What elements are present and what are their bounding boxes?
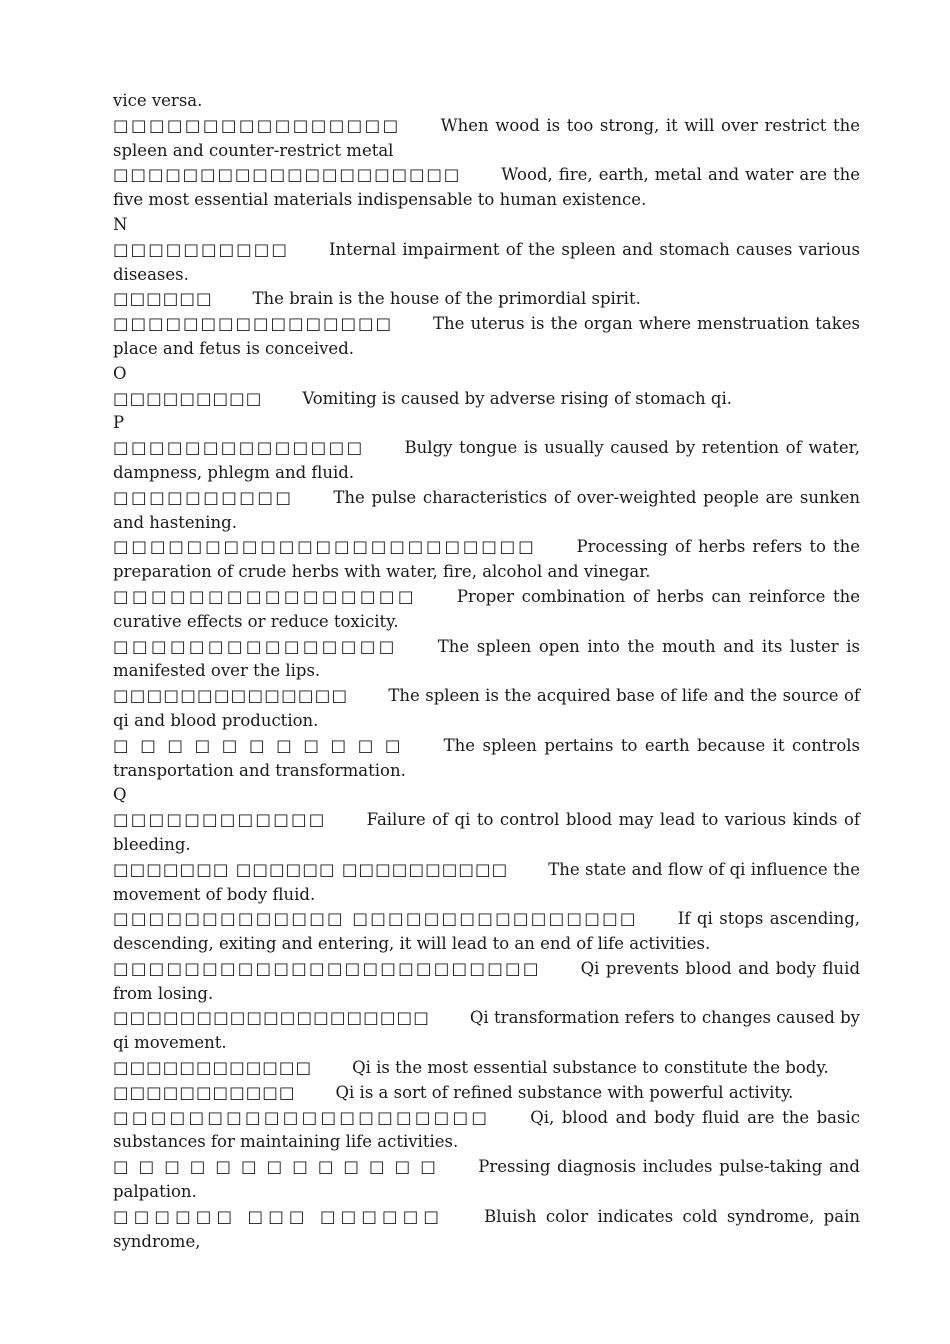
glossary-entry xyxy=(113,907,860,957)
glossary-entry xyxy=(113,734,860,784)
chinese-term: □□□□□□□□□□□□□□□□ xyxy=(113,586,417,606)
chinese-term: □□□□□□□□□□□□□□□□ xyxy=(113,314,394,334)
english-translation: The uterus is the organ where menstruation takes place and fetus is conceived. xyxy=(113,314,860,358)
english-translation: Qi is the most essential substance to constitute the body. xyxy=(352,1058,829,1078)
chinese-term: □□□□□□□□□□□ xyxy=(113,1082,296,1102)
document-page xyxy=(113,89,860,1254)
english-translation: Qi, blood and body fluid are the basic substances for maintaining life activities. xyxy=(113,1107,861,1152)
english-translation: Wood, fire, earth, metal and water are the five most essential materials indispensable to human existence. xyxy=(113,165,861,210)
glossary-entry xyxy=(113,808,860,858)
chinese-term: □□□□□□□□□□□□□□□□□□□□□□□□ xyxy=(113,958,541,978)
chinese-term: □□□□□□□□□ xyxy=(113,388,263,408)
glossary-entry xyxy=(113,287,860,312)
glossary-entry xyxy=(113,1205,860,1255)
glossary-entry xyxy=(113,486,860,536)
chinese-term: □□□□□□□□□□ xyxy=(113,239,289,259)
english-translation: Qi transformation refers to changes caused by qi movement. xyxy=(113,1008,860,1053)
chinese-term: □ □ □ □ □ □ □ □ □ □ □ xyxy=(113,735,404,755)
chinese-term: □□□□□□□□□□□□□□□□□□□ xyxy=(113,1008,430,1028)
english-translation: Processing of herbs refers to the preparation of crude herbs with water, fire, alcohol and vinegar. xyxy=(113,537,861,582)
english-translation: The pulse characteristics of over-weighted people are sunken and hastening. xyxy=(113,487,860,532)
section-letter: P xyxy=(113,413,125,433)
glossary-entry xyxy=(113,1006,860,1056)
glossary-entry xyxy=(113,114,860,164)
english-translation: Pressing diagnosis includes pulse-taking and palpation. xyxy=(113,1157,860,1202)
section-letter: N xyxy=(113,214,128,234)
english-translation: When wood is too strong, it will over restrict the spleen and counter-restrict metal xyxy=(113,115,860,160)
chinese-term: □□□□□□□□□□□□□□ xyxy=(113,686,349,706)
glossary-entry xyxy=(113,1155,860,1205)
chinese-term: □□□□□□ □□□ □□□□□□ xyxy=(113,1206,445,1226)
chinese-term: □□□□□□□ □□□□□□ □□□□□□□□□□ xyxy=(113,859,509,879)
chinese-term: □□□□□□ xyxy=(113,289,213,309)
glossary-entry xyxy=(113,312,860,362)
glossary-entry xyxy=(113,163,860,213)
english-translation: The spleen pertains to earth because it controls transportation and transformation. xyxy=(113,735,861,780)
english-translation: Bluish color indicates cold syndrome, pain syndrome, xyxy=(113,1206,860,1251)
chinese-term: □□□□□□□□□□□□□□□□□□□□□□□ xyxy=(113,537,537,557)
glossary-entry xyxy=(113,1056,860,1081)
glossary-entry xyxy=(113,535,860,585)
section-letter: O xyxy=(113,363,127,383)
glossary-entry xyxy=(113,436,860,486)
chinese-term: □□□□□□□□□□□□ xyxy=(113,1058,313,1078)
chinese-term: □□□□□□□□□□ xyxy=(113,487,294,507)
english-translation: The spleen open into the mouth and its luster is manifested over the lips. xyxy=(113,636,860,681)
chinese-term: □□□□□□□□□□□□□□ xyxy=(113,438,365,458)
glossary-entry xyxy=(113,238,860,288)
chinese-term: □□□□□□□□□□□□□ □□□□□□□□□□□□□□□□ xyxy=(113,909,638,929)
english-translation: Proper combination of herbs can reinforce the curative effects or reduce toxicity. xyxy=(113,586,861,631)
glossary-entry xyxy=(113,684,860,734)
chinese-term: □□□□□□□□□□□□□□□□ xyxy=(113,115,401,135)
chinese-term: □□□□□□□□□□□□ xyxy=(113,810,327,830)
english-translation: If qi stops ascending, descending, exiting and entering, it will lead to an end of life activities. xyxy=(113,909,860,954)
glossary-entry xyxy=(113,387,860,412)
chinese-term: □□□□□□□□□□□□□□□□□□□□ xyxy=(113,1107,491,1127)
glossary-entry xyxy=(113,858,860,908)
glossary-entry xyxy=(113,585,860,635)
english-translation: The state and flow of qi influence the movement of body fluid. xyxy=(113,859,860,904)
english-translation: Failure of qi to control blood may lead to various kinds of bleeding. xyxy=(113,810,860,854)
english-translation: Bulgy tongue is usually caused by retention of water, dampness, phlegm and fluid. xyxy=(113,438,861,482)
english-translation: The spleen is the acquired base of life and the source of qi and blood production. xyxy=(113,686,861,730)
glossary-entry xyxy=(113,635,860,685)
glossary-entry xyxy=(113,1106,860,1156)
text-line: vice versa. xyxy=(113,91,203,110)
chinese-term: □ □ □ □ □ □ □ □ □ □ □ □ □ xyxy=(113,1157,439,1177)
section-letter: Q xyxy=(113,785,127,805)
glossary-entry xyxy=(113,957,860,1007)
english-translation: Vomiting is caused by adverse rising of stomach qi. xyxy=(302,388,732,408)
chinese-term: □□□□□□□□□□□□□□□□□□□□ xyxy=(113,165,462,185)
english-translation: The brain is the house of the primordial spirit. xyxy=(252,289,641,309)
english-translation: Qi is a sort of refined substance with powerful activity. xyxy=(335,1082,794,1102)
english-translation: Qi prevents blood and body fluid from losing. xyxy=(113,958,861,1003)
chinese-term: □□□□□□□□□□□□□□□ xyxy=(113,636,398,656)
english-translation: Internal impairment of the spleen and stomach causes various diseases. xyxy=(113,239,860,284)
glossary-entry xyxy=(113,1081,860,1106)
